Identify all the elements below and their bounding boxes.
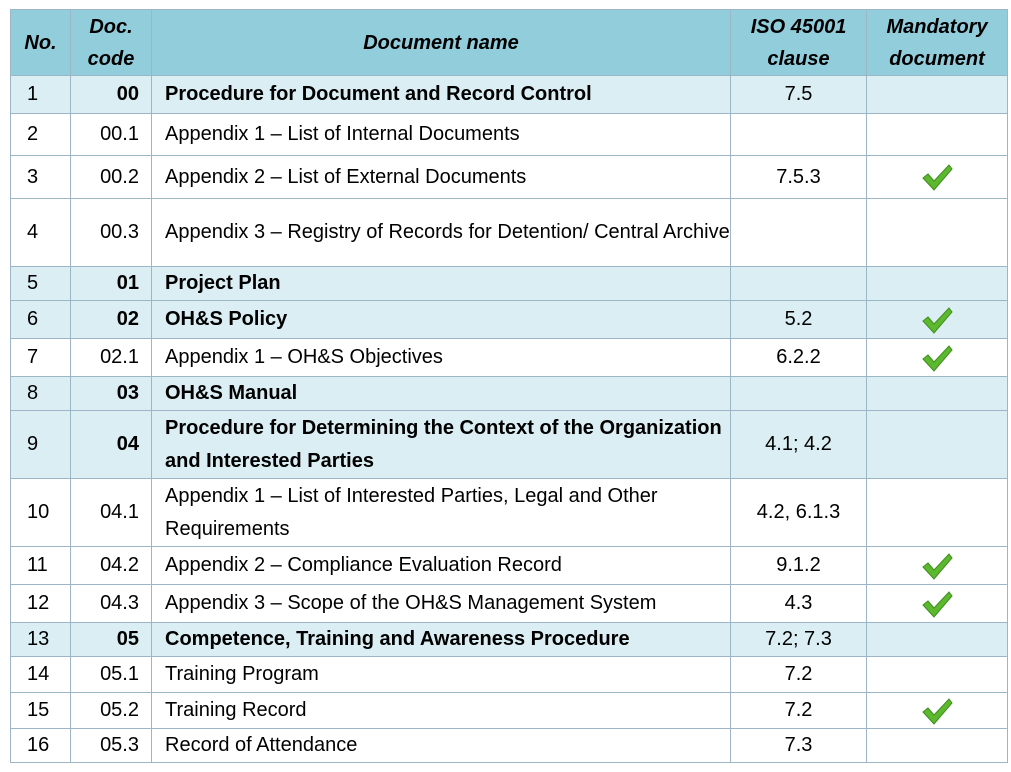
header-iso-clause-line1: ISO 45001 xyxy=(750,15,847,38)
row-number-cell: 12 xyxy=(11,585,71,623)
iso-clause-cell: 7.3 xyxy=(731,729,867,763)
iso-clause-cell: 4.3 xyxy=(731,585,867,623)
document-name-cell: Procedure for Determining the Context of the Organization and Interested Parties xyxy=(152,411,731,479)
row-number-cell: 15 xyxy=(11,693,71,729)
document-name-cell: Competence, Training and Awareness Procedure xyxy=(152,623,731,657)
table-row xyxy=(11,377,1008,411)
header-iso-clause xyxy=(731,10,867,76)
doc-code-cell: 01 xyxy=(71,267,152,301)
table-row xyxy=(11,585,1008,623)
row-number-cell: 11 xyxy=(11,547,71,585)
table-row xyxy=(11,156,1008,199)
doc-code-cell: 05.2 xyxy=(71,693,152,729)
mandatory-cell xyxy=(867,267,1008,301)
doc-code-cell: 05.1 xyxy=(71,657,152,693)
document-name-cell: Record of Attendance xyxy=(152,729,731,763)
row-number-cell: 13 xyxy=(11,623,71,657)
iso-clause-cell xyxy=(731,114,867,156)
mandatory-cell xyxy=(867,657,1008,693)
doc-code-cell: 05 xyxy=(71,623,152,657)
header-doc-code xyxy=(71,10,152,76)
iso-clause-cell xyxy=(731,267,867,301)
mandatory-cell xyxy=(867,339,1008,377)
checkmark-icon xyxy=(920,305,954,335)
document-name-cell: Appendix 1 – List of Internal Documents xyxy=(152,114,731,156)
doc-code-cell: 02 xyxy=(71,301,152,339)
mandatory-cell xyxy=(867,479,1008,547)
header-no: No. xyxy=(11,10,71,76)
iso-clause-cell: 7.2 xyxy=(731,657,867,693)
document-name-cell: Procedure for Document and Record Control xyxy=(152,76,731,114)
header-doc-code-line2: code xyxy=(87,47,135,70)
header-document-name: Document name xyxy=(152,10,731,76)
mandatory-cell xyxy=(867,411,1008,479)
mandatory-cell xyxy=(867,377,1008,411)
header-mandatory xyxy=(867,10,1008,76)
doc-code-cell: 03 xyxy=(71,377,152,411)
mandatory-cell xyxy=(867,301,1008,339)
table-row xyxy=(11,657,1008,693)
doc-code-cell: 04.3 xyxy=(71,585,152,623)
table-row xyxy=(11,623,1008,657)
document-name-cell: Training Program xyxy=(152,657,731,693)
mandatory-cell xyxy=(867,623,1008,657)
row-number-cell: 4 xyxy=(11,199,71,267)
table-row xyxy=(11,301,1008,339)
document-name-cell: Appendix 3 – Registry of Records for Detention/ Central Archive xyxy=(152,199,731,267)
row-number-cell: 1 xyxy=(11,76,71,114)
table-row xyxy=(11,339,1008,377)
mandatory-cell xyxy=(867,547,1008,585)
row-number-cell: 10 xyxy=(11,479,71,547)
checkmark-icon xyxy=(920,696,954,726)
doc-code-cell: 00.1 xyxy=(71,114,152,156)
checkmark-icon xyxy=(920,589,954,619)
iso-clause-cell: 4.1; 4.2 xyxy=(731,411,867,479)
iso-clause-cell: 9.1.2 xyxy=(731,547,867,585)
checkmark-icon xyxy=(920,343,954,373)
iso-clause-cell xyxy=(731,199,867,267)
iso-clause-cell: 4.2, 6.1.3 xyxy=(731,479,867,547)
document-name-cell: Appendix 3 – Scope of the OH&S Management System xyxy=(152,585,731,623)
document-name-cell: Appendix 1 – List of Interested Parties, Legal and Other Requirements xyxy=(152,479,731,547)
document-name-cell: Project Plan xyxy=(152,267,731,301)
row-number-cell: 3 xyxy=(11,156,71,199)
mandatory-cell xyxy=(867,114,1008,156)
doc-code-cell: 00 xyxy=(71,76,152,114)
checkmark-icon xyxy=(920,551,954,581)
doc-code-cell: 04 xyxy=(71,411,152,479)
document-name-cell: Appendix 2 – Compliance Evaluation Record xyxy=(152,547,731,585)
table-row xyxy=(11,547,1008,585)
iso-clause-cell: 6.2.2 xyxy=(731,339,867,377)
header-mandatory-line2: document xyxy=(889,47,985,70)
row-number-cell: 16 xyxy=(11,729,71,763)
document-name-cell: OH&S Manual xyxy=(152,377,731,411)
table-row xyxy=(11,411,1008,479)
mandatory-cell xyxy=(867,76,1008,114)
header-iso-clause-line2: clause xyxy=(767,47,830,70)
table-row xyxy=(11,76,1008,114)
row-number-cell: 7 xyxy=(11,339,71,377)
header-doc-code-line1: Doc. xyxy=(89,15,133,38)
iso-clause-cell xyxy=(731,377,867,411)
mandatory-cell xyxy=(867,156,1008,199)
row-number-cell: 5 xyxy=(11,267,71,301)
document-name-cell: Training Record xyxy=(152,693,731,729)
doc-code-cell: 02.1 xyxy=(71,339,152,377)
doc-code-cell: 05.3 xyxy=(71,729,152,763)
document-name-cell: Appendix 2 – List of External Documents xyxy=(152,156,731,199)
doc-code-cell: 04.2 xyxy=(71,547,152,585)
checkmark-icon xyxy=(920,162,954,192)
doc-code-cell: 00.2 xyxy=(71,156,152,199)
documents-table xyxy=(10,9,1008,763)
document-name-cell: Appendix 1 – OH&S Objectives xyxy=(152,339,731,377)
iso-clause-cell: 7.2; 7.3 xyxy=(731,623,867,657)
iso-clause-cell: 7.2 xyxy=(731,693,867,729)
table-header-row xyxy=(11,10,1008,76)
doc-code-cell: 00.3 xyxy=(71,199,152,267)
table-body xyxy=(11,76,1008,763)
table-row xyxy=(11,199,1008,267)
table-row xyxy=(11,729,1008,763)
table-row xyxy=(11,693,1008,729)
table-row xyxy=(11,114,1008,156)
header-mandatory-line1: Mandatory xyxy=(886,15,988,38)
document-name-cell: OH&S Policy xyxy=(152,301,731,339)
doc-code-cell: 04.1 xyxy=(71,479,152,547)
row-number-cell: 9 xyxy=(11,411,71,479)
mandatory-cell xyxy=(867,729,1008,763)
iso-clause-cell: 7.5.3 xyxy=(731,156,867,199)
row-number-cell: 14 xyxy=(11,657,71,693)
row-number-cell: 6 xyxy=(11,301,71,339)
row-number-cell: 8 xyxy=(11,377,71,411)
mandatory-cell xyxy=(867,199,1008,267)
iso-clause-cell: 7.5 xyxy=(731,76,867,114)
row-number-cell: 2 xyxy=(11,114,71,156)
mandatory-cell xyxy=(867,585,1008,623)
iso-clause-cell: 5.2 xyxy=(731,301,867,339)
table-row xyxy=(11,479,1008,547)
table-row xyxy=(11,267,1008,301)
mandatory-cell xyxy=(867,693,1008,729)
